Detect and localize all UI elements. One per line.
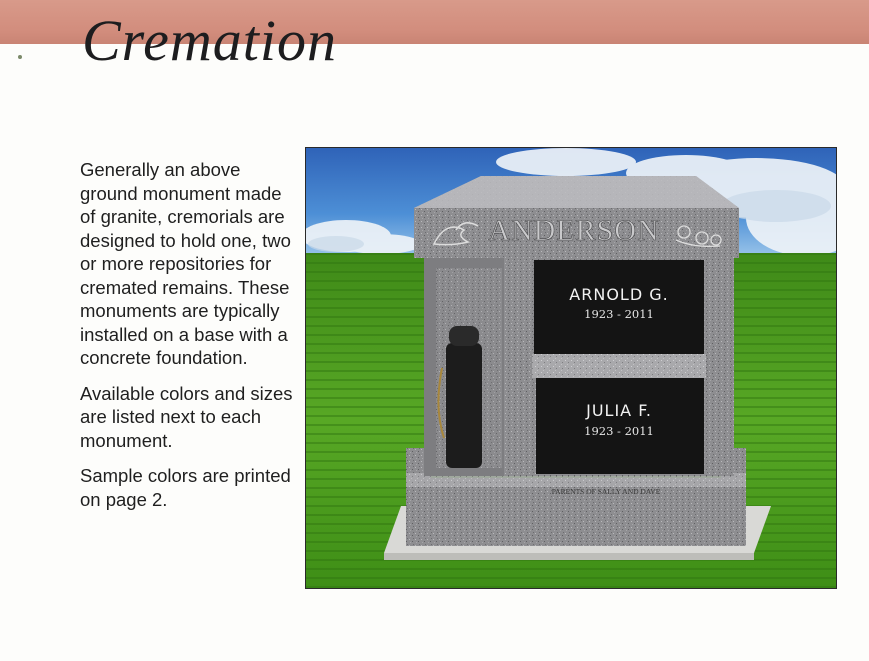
decorative-dot [18,55,22,59]
plaque-years-1: 1923 - 2011 [584,307,654,321]
plaque-name-2: JULIA F. [586,401,652,420]
paragraph-sample-colors: Sample colors are printed on page 2. [80,465,291,510]
plaque-name-1: ARNOLD G. [569,285,669,304]
plaque-years-2: 1923 - 2011 [584,424,654,438]
base-inscription: PARENTS OF SALLY AND DAVE [551,487,661,496]
description-text [80,158,302,523]
paragraph-colors-sizes: Available colors and sizes are listed next to each monument. [80,382,293,451]
family-name: ANDERSON [488,214,660,247]
monument-photo [305,147,837,589]
page-title: Cremation [82,8,337,73]
paragraph-description: Generally an above ground monument made of granite, cremorials are designed to hold one, two or more repositories for cremated remains. These monuments are typically installed on a base with a concrete foundation. [80,159,291,368]
